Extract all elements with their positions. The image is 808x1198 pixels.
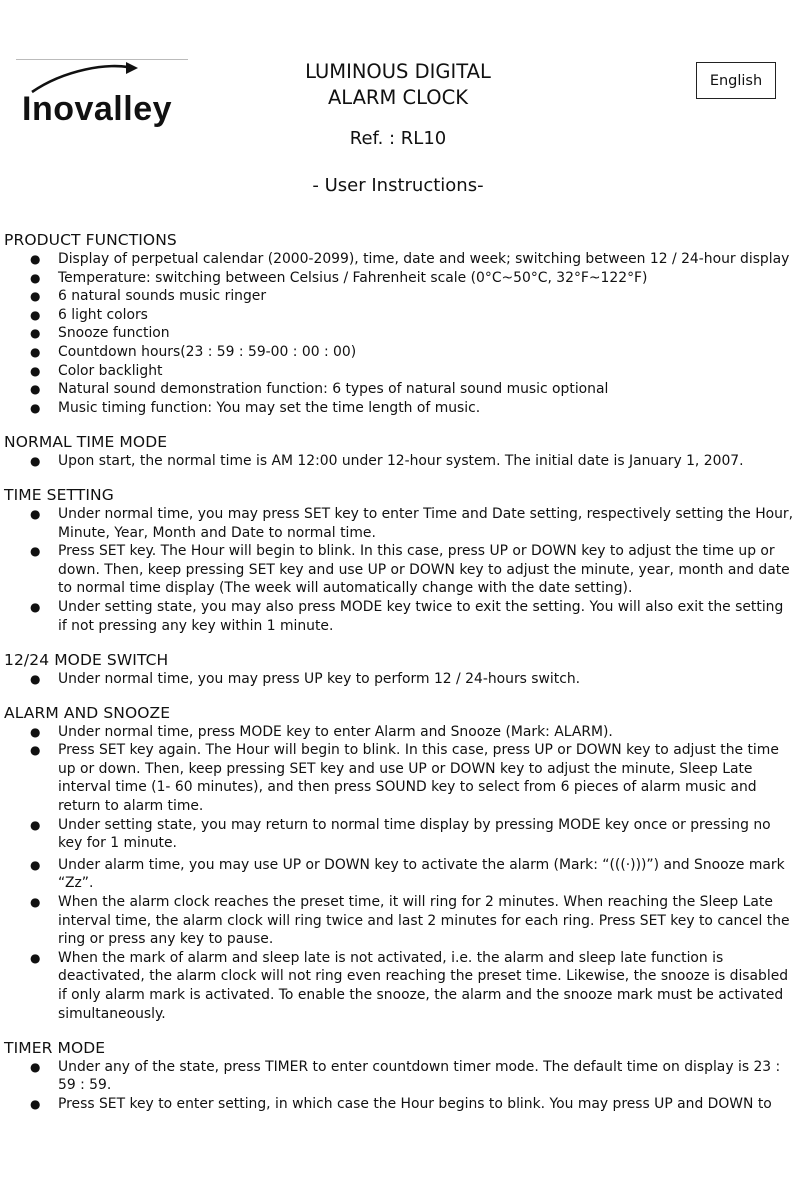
product-reference: Ref. : RL10 xyxy=(349,128,447,149)
document-header xyxy=(250,59,546,198)
section-12-24-mode-switch xyxy=(4,651,794,689)
instructions-body xyxy=(4,231,794,1129)
section-alarm-and-snooze xyxy=(4,704,794,1024)
bullet-icon: ● xyxy=(30,817,41,832)
section-heading: ALARM AND SNOOZE xyxy=(4,703,171,722)
list-item: ● Color backlight xyxy=(30,362,163,379)
bullet-list xyxy=(4,1058,794,1114)
inovalley-logo xyxy=(14,56,194,136)
bullet-icon: ● xyxy=(30,743,41,758)
list-item: ● Music timing function: You may set the time length of music. xyxy=(30,399,481,416)
section-timer-mode xyxy=(4,1039,794,1114)
section-product-functions xyxy=(4,231,794,417)
bullet-icon: ● xyxy=(30,326,41,341)
bullet-icon: ● xyxy=(30,857,41,872)
bullet-icon: ● xyxy=(30,950,41,965)
section-heading: 12/24 MODE SWITCH xyxy=(4,650,169,669)
bullet-icon: ● xyxy=(30,400,41,415)
list-item: ● 6 light colors xyxy=(30,306,148,323)
bullet-icon: ● xyxy=(30,506,41,521)
list-item: ● Temperature: switching between Celsius / Fahrenheit scale (0°C~50°C, 32°F~122°F) xyxy=(30,269,648,286)
list-item: ● Under normal time, press MODE key to enter Alarm and Snooze (Mark: ALARM). xyxy=(30,723,613,740)
list-item: ● Countdown hours(23 : 59 : 59-00 : 00 : 00) xyxy=(30,343,357,360)
list-item: ● When the mark of alarm and sleep late is not activated, i.e. the alarm and sleep late function is deactivated, the alarm clock will not ring even reaching the preset time. Likewise, the snooze is disabled if only alarm mark is activated. To enable the snooze, the alarm and the snooze mark must be activated simultaneously. xyxy=(30,949,789,1022)
section-time-setting xyxy=(4,486,794,635)
bullet-icon: ● xyxy=(30,344,41,359)
list-item: ● Under setting state, you may return to normal time display by pressing MODE key once or pressing no key for 1 minute. xyxy=(30,816,771,852)
logo-swoosh-icon xyxy=(14,56,194,136)
bullet-icon: ● xyxy=(30,363,41,378)
bullet-icon: ● xyxy=(30,724,41,739)
list-item: ● Press SET key to enter setting, in which case the Hour begins to blink. You may press UP and DOWN to xyxy=(30,1095,772,1112)
logo-wordmark: Inovalley xyxy=(22,90,173,128)
bullet-icon: ● xyxy=(30,382,41,397)
section-heading: PRODUCT FUNCTIONS xyxy=(4,231,177,249)
section-heading: TIME SETTING xyxy=(4,485,114,504)
section-heading: TIMER MODE xyxy=(4,1038,106,1057)
bullet-icon: ● xyxy=(30,599,41,614)
list-item: ● Upon start, the normal time is AM 12:00 under 12-hour system. The initial date is January 1, 2007. xyxy=(30,452,744,469)
bullet-icon: ● xyxy=(30,671,41,686)
list-item: ● 6 natural sounds music ringer xyxy=(30,288,267,305)
list-item: ● Natural sound demonstration function: 6 types of natural sound music optional xyxy=(30,381,609,398)
list-item: ● Under normal time, you may press SET key to enter Time and Date setting, respectively setting the Hour, Minute, Year, Month and Date to normal time. xyxy=(30,505,794,541)
bullet-icon: ● xyxy=(30,1096,41,1111)
bullet-icon: ● xyxy=(30,544,41,559)
bullet-icon: ● xyxy=(30,270,41,285)
document-subtitle: - User Instructions- xyxy=(312,175,484,196)
bullet-icon: ● xyxy=(30,453,41,468)
list-item: ● Snooze function xyxy=(30,325,170,342)
section-heading: NORMAL TIME MODE xyxy=(4,432,168,451)
language-badge: English xyxy=(696,62,776,99)
list-item: ● Display of perpetual calendar (2000-2099), time, date and week; switching between 12 / 24-hour display xyxy=(30,251,790,267)
section-normal-time-mode xyxy=(4,433,794,471)
list-item: ● When the alarm clock reaches the preset time, it will ring for 2 minutes. When reaching the Sleep Late interval time, the alarm clock will ring twice and last 2 minutes for each ring. Press SET key to cancel the ring or press any key to pause. xyxy=(30,894,790,948)
bullet-list xyxy=(4,250,794,417)
bullet-list xyxy=(4,723,794,1024)
bullet-icon: ● xyxy=(30,895,41,910)
product-title-line-2: ALARM CLOCK xyxy=(327,86,469,109)
list-item: ● Under alarm time, you may use UP or DOWN key to activate the alarm (Mark: “(((·)))”) and Snooze mark “Zz”. xyxy=(30,856,785,892)
bullet-icon: ● xyxy=(30,307,41,322)
bullet-icon: ● xyxy=(30,289,41,304)
bullet-list xyxy=(4,452,794,471)
bullet-list xyxy=(4,670,794,689)
list-item: ● Under normal time, you may press UP key to perform 12 / 24-hours switch. xyxy=(30,670,581,687)
bullet-icon: ● xyxy=(30,252,41,266)
list-item: ● Press SET key again. The Hour will begin to blink. In this case, press UP or DOWN key to adjust the time up or down. Then, keep pressing SET key and use UP or DOWN key to adjust the minute, Sleep Late interval time (1- 60 minutes), and then press SOUND key to select from 6 pieces of alarm music and return to alarm time. xyxy=(30,742,779,815)
bullet-icon: ● xyxy=(30,1059,41,1074)
list-item: ● Press SET key. The Hour will begin to blink. In this case, press UP or DOWN key to adjust the time up or down. Then, keep pressing SET key and use UP or DOWN key to adjust the minute, year, month and date to normal time display (The week will automatically change with the date setting). xyxy=(30,543,790,597)
list-item: ● Under setting state, you may also press MODE key twice to exit the setting. You will also exit the setting if not pressing any key within 1 minute. xyxy=(30,598,784,634)
product-title-line-1: LUMINOUS DIGITAL xyxy=(305,60,491,83)
list-item: ● Under any of the state, press TIMER to enter countdown timer mode. The default time on display is 23 : 59 : 59. xyxy=(30,1058,781,1094)
bullet-list xyxy=(4,505,794,635)
